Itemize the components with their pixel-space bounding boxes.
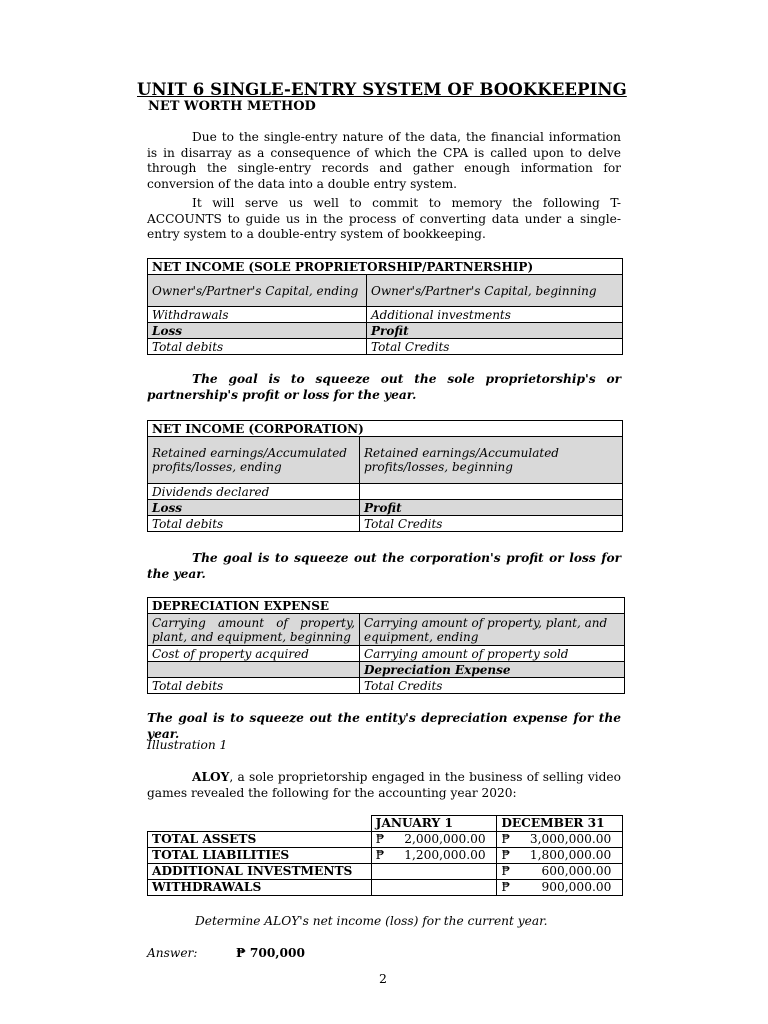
debit-cell: Withdrawals [148,307,367,323]
amount-value: 600,000.00 [541,864,612,878]
debit-cell [148,662,360,678]
description-text: , a sole proprietorship engaged in the business of selling video games revealed the following for the accounting year 2020: [147,770,621,800]
debit-cell: Dividends declared [148,484,360,500]
credit-cell: Profit [360,500,623,516]
table-header: NET INCOME (SOLE PROPRIETORSHIP/PARTNERSHIP) [148,259,623,275]
amount-cell [497,832,623,848]
illustration-description [147,770,621,801]
peso-sign: ₱ [375,848,385,862]
credit-cell: Carrying amount of property sold [360,646,625,662]
amount-cell [371,864,497,880]
goal-sole-proprietorship: The goal is to squeeze out the sole proprietorship's or partnership's profit or loss for the year. [147,372,621,402]
amount-cell [371,832,497,848]
credit-cell: Owner's/Partner's Capital, beginning [367,275,623,307]
table-header: NET INCOME (CORPORATION) [148,421,623,437]
goal-depreciation: The goal is to squeeze out the entity's depreciation expense for the year. [147,711,621,741]
table-header: DEPRECIATION EXPENSE [148,598,625,614]
peso-sign: ₱ [501,848,510,862]
intro-paragraph-1: Due to the single-entry nature of the data, the financial information is in disarray as a consequence of which the CPA is called upon to delve through the single-entry records and gather enough information for conversion of the data into a double entry system. [147,130,621,191]
debit-cell: Loss [148,500,360,516]
amount-value: 3,000,000.00 [529,832,612,846]
amount-cell [497,864,623,880]
debit-cell: Loss [148,323,367,339]
credit-cell: Carrying amount of property, plant, and equipment, ending [360,614,625,646]
peso-sign: ₱ [501,832,510,846]
company-name: ALOY [192,770,230,784]
amount-value: 900,000.00 [541,880,612,894]
debit-cell: Carrying amount of property, plant, and equipment, beginning [148,614,360,646]
debit-cell: Total debits [148,516,360,532]
question-text: Determine ALOY's net income (loss) for the current year. [195,914,548,928]
credit-cell: Retained earnings/Accumulated profits/losses, beginning [360,437,623,484]
debit-cell: Retained earnings/Accumulated profits/losses, ending [148,437,360,484]
table-row [148,848,623,864]
credit-cell: Total Credits [367,339,623,355]
empty-corner-cell [148,816,372,832]
credit-cell [360,484,623,500]
debit-cell: Total debits [148,339,367,355]
table-row [148,880,623,896]
amount-value: 1,800,000.00 [529,848,612,862]
answer-value: ₱ 700,000 [236,946,305,960]
credit-cell: Additional investments [367,307,623,323]
row-label: TOTAL LIABILITIES [148,848,372,864]
credit-cell: Total Credits [360,516,623,532]
answer-label: Answer: [147,946,198,960]
peso-sign: ₱ [375,832,385,846]
illustration-label: Illustration 1 [147,738,228,752]
t-account-corporation [147,420,623,532]
credit-cell: Total Credits [360,678,625,694]
amount-cell [497,880,623,896]
peso-sign: ₱ [501,864,510,878]
amount-value: 1,200,000.00 [404,848,486,862]
amount-cell [371,880,497,896]
peso-sign: ₱ [501,880,510,894]
t-account-depreciation [147,597,625,694]
section-subtitle: NET WORTH METHOD [148,99,316,114]
goal-corporation: The goal is to squeeze out the corporation's profit or loss for the year. [147,551,621,581]
debit-cell: Total debits [148,678,360,694]
intro-paragraph-2: It will serve us well to commit to memory the following T-ACCOUNTS to guide us in the process of converting data under a single-entry system to a double-entry system of bookkeeping. [147,196,621,241]
debit-cell: Owner's/Partner's Capital, ending [148,275,367,307]
credit-cell: Depreciation Expense [360,662,625,678]
table-row [148,832,623,848]
amount-cell [497,848,623,864]
column-header-december: DECEMBER 31 [497,816,623,832]
row-label: ADDITIONAL INVESTMENTS [148,864,372,880]
t-account-sole-proprietorship [147,258,623,355]
amount-value: 2,000,000.00 [404,832,486,846]
row-label: TOTAL ASSETS [148,832,372,848]
row-label: WITHDRAWALS [148,880,372,896]
credit-cell: Profit [367,323,623,339]
aloy-data-table [147,815,623,896]
page-number: 2 [379,971,387,986]
table-row [148,864,623,880]
column-header-january: JANUARY 1 [371,816,497,832]
debit-cell: Cost of property acquired [148,646,360,662]
amount-cell [371,848,497,864]
page-title: UNIT 6 SINGLE-ENTRY SYSTEM OF BOOKKEEPING [137,80,627,99]
